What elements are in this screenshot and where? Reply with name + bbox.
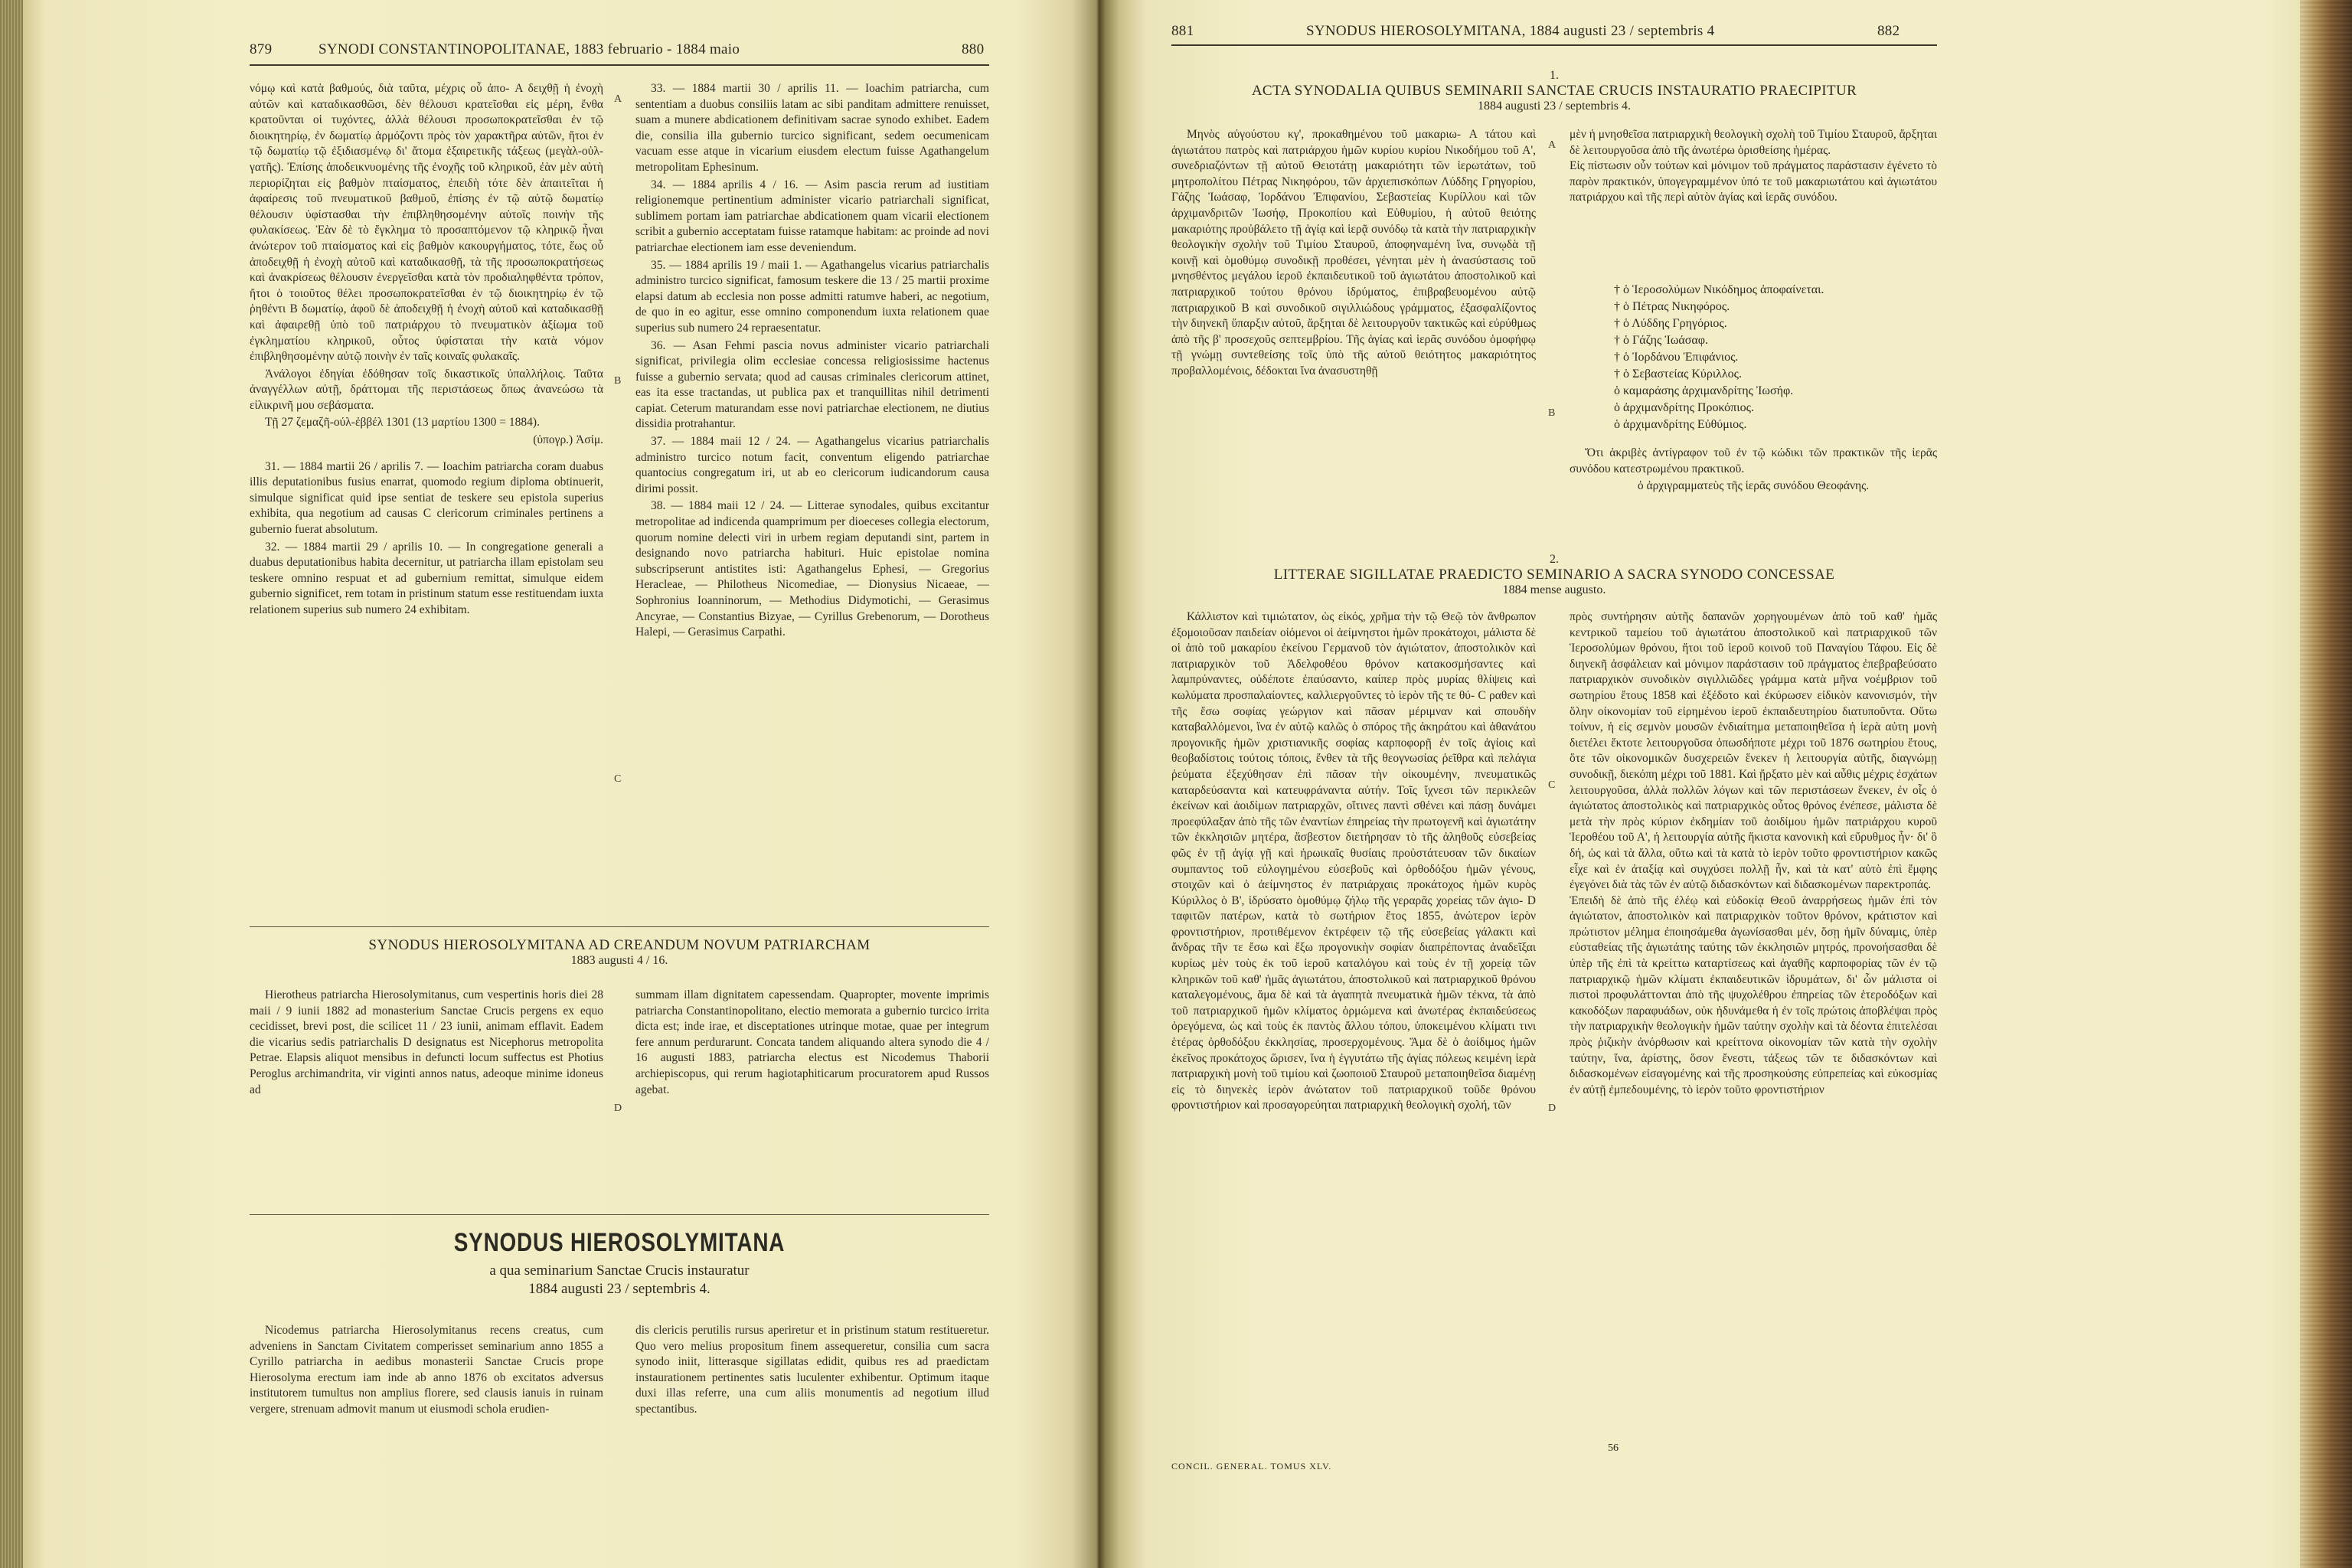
margin-letter: B bbox=[614, 375, 622, 387]
paragraph: summam illam dignitatem capessendam. Quapropter, movente imprimis patriarcha Constantinopolitano, electio memorata a gubernio turcico irrita dicta est; inde irae, et disceptationes utrinque motae, quae per integrum fere annum perdurarunt. Concata tandem aliquando altera synodo die 4 / 16 augusti 1883, patriarcha electus est Nicodemus Thaborii archiepiscopus, qui rerum hagiotaphiticarum procuratorem apud Russos agebat. bbox=[635, 988, 989, 1096]
paragraph: Ὅτι ἀκριβὲς ἀντίγραφον τοῦ ἐν τῷ κώδικι τῶν πρακτικῶν τῆς ἱερᾶς συνόδου κατεστρωμένου πρακτικοῦ. bbox=[1570, 446, 1937, 475]
left-column-2 bbox=[635, 81, 989, 678]
date-line: Τῇ 27 ζεμαζῆ-ούλ-ἐββέλ 1301 (13 μαρτίου 1300 = 1884). bbox=[265, 416, 540, 430]
signatory-list bbox=[1614, 282, 1824, 433]
margin-letter: D bbox=[1548, 1102, 1557, 1114]
book-cover-edge bbox=[2300, 0, 2352, 1568]
margin-letter: B bbox=[1548, 407, 1556, 419]
intro-column-1 bbox=[250, 1323, 603, 1507]
paragraph-36: 36. — Asan Fehmi pascia novus administer vicario patriarchali significat, privilegia olim ecclesiae concessa religiosissime hactenus fuisse a gubernio servata; quod ad causas criminales clericorum attinet, eas ita esse tractandas, ut publica pax et tranquillitas nihil detrimenti capiat. Ceterum maturandam esse novi patriarchae electionem, ne diutius dissidia protrahantur. bbox=[635, 338, 989, 431]
section-rule bbox=[250, 926, 989, 927]
header-rule bbox=[250, 64, 989, 66]
litterae-title: LITTERAE SIGILLATAE PRAEDICTO SEMINARIO A SACRA SYNODO CONCESSAE bbox=[1273, 567, 1835, 583]
section-rule bbox=[250, 1214, 989, 1215]
margin-letter: C bbox=[614, 773, 622, 785]
margin-letter: A bbox=[614, 93, 622, 105]
margin-letter: D bbox=[614, 1102, 622, 1114]
chapter-heading bbox=[250, 1228, 989, 1298]
acta-column-2 bbox=[1570, 127, 1937, 280]
paragraph: Ἀνάλογοι ἐδηγίαι ἐδόθησαν τοῖς δικαστικοῖς ὑπαλλήλοις. Ταῦτα ἀναγγέλλων αὐτῇ, δράττομαι τῆς περιστάσεως ὅπως ἀνανεώσω τὰ εἰλικρινῆ μου σεβάσματα. bbox=[250, 367, 603, 412]
intro-column-2 bbox=[635, 1323, 989, 1507]
litterae-heading bbox=[1171, 553, 1937, 597]
paragraph: dis clericis perutilis rursus aperiretur et in pristinum statum restitueretur. Quo vero melius propositum finem assequeretur, consilia cum sacra synodo iniit, litterasque sigillatas edidit, quibus res ad praedictam instaurationem pertinentes satis luculenter exhibentur. Optimum itaque duxi illas referre, una cum aliis monumentis ad negotium illud spectantibus. bbox=[635, 1324, 989, 1416]
page-number: 882 bbox=[1877, 23, 1900, 39]
signatory: ὁ ἀρχιμανδρίτης Προκόπιος. bbox=[1614, 401, 1754, 414]
running-head: SYNODUS HIEROSOLYMITANA, 1884 augusti 23 / septembris 4 bbox=[1306, 23, 1715, 39]
header-rule bbox=[1171, 44, 1937, 46]
page-edges bbox=[2300, 0, 2352, 1568]
paragraph: μὲν ἡ μνησθεῖσα πατριαρχικὴ θεολογικὴ σχολὴ τοῦ Τιμίου Σταυροῦ, ἄρξηται δὲ λειτουργοῦσα ἀπὸ τῆς ἀνωτέρω ὁρισθείσης ἡμέρας. Εἰς πίστωσιν οὖν τούτων καὶ μόνιμον τοῦ πράγματος παράστασιν ἐγένετο τὸ παρὸν πρακτικόν, ὑπογεγραμμένον ὑπό τε τοῦ μακαριωτάτου καὶ ἁγιωτάτου πατριάρχου καὶ τῆς περὶ αὐτὸν ἁγίας καὶ ἱερᾶς συνόδου. bbox=[1570, 128, 1937, 204]
chapter-date: 1884 augusti 23 / septembris 4. bbox=[528, 1281, 710, 1297]
page-number: 880 bbox=[962, 41, 985, 57]
acta-column-1 bbox=[1171, 127, 1536, 556]
paragraph-33: 33. — 1884 martii 30 / aprilis 11. — Ioachim patriarcha, cum sententiam a duobus consiliis latam ac sibi panditam admittere renuisset, suam a munere abdicationem definitivam sacrae synodo exhibet. Eadem die, consilia illa gubernio turcico significant, sedem oecumenicam vacuam esse atque in vicarium eiusdem electum fuisse Agathangelum metropolitam Ephesinum. bbox=[635, 82, 989, 174]
paragraph: Nicodemus patriarcha Hierosolymitanus recens creatus, cum adveniens in Sanctam Civitatem comperisset seminarium anno 1855 a Cyrillo patriarcha in aedibus monasterii Sanctae Crucis prope Hierosolyma erectum iam inde ab anno 1876 ob excitatos adversus institutorem tumultus non amplius florere, sed clausis ianuis in ruinam vergere, strenuam admovit manum ut eiusmodi schola erudien- bbox=[250, 1324, 603, 1416]
section-date: 1883 augusti 4 / 16. bbox=[570, 954, 668, 967]
litterae-column-2 bbox=[1570, 609, 1937, 1459]
secretary-signature: ὁ ἀρχιγραμματεὺς τῆς ἱερᾶς συνόδου Θεοφάνης. bbox=[1637, 479, 1870, 493]
signatory: † ὁ Πέτρας Νικηφόρος. bbox=[1614, 300, 1730, 313]
paragraph-32: 32. — 1884 martii 29 / aprilis 10. — In congregatione generali a duabus deputationibus habita decernitur, ut patriarcha illam epistolam seu teskere omnino respuat et ad gubernium remittat, simulque eidem gubernio significet, rem totam in pristinum statum esse restituendam iuxta relationem superius sub numero 24 exhibitam. bbox=[250, 540, 603, 616]
left-column-1 bbox=[250, 81, 603, 678]
signatory: † ὁ Γάζης Ἰωάσαφ. bbox=[1614, 334, 1709, 347]
litterae-date: 1884 mense augusto. bbox=[1502, 583, 1606, 596]
running-head: SYNODI CONSTANTINOPOLITANAE, 1883 februario - 1884 maio bbox=[318, 41, 740, 57]
right-page bbox=[1099, 0, 2352, 1568]
section-column-1 bbox=[250, 988, 603, 1202]
acta-heading bbox=[1171, 69, 1937, 113]
margin-letter: A bbox=[1548, 139, 1557, 151]
signature-mark: 56 bbox=[1608, 1442, 1619, 1454]
paragraph: Hierotheus patriarcha Hierosolymitanus, cum vespertinis horis diei 28 maii / 9 iunii 1882 ad monasterium Sanctae Crucis pergens ex equo cecidisset, brevi post, die scilicet 11 / 23 iunii, animam efflavit. Eadem die vicarius sedis patriarchalis D designatus est Nicephorus metropolita Petrae. Elapsis aliquot mensibus in defuncti locum suffectus est Photius Peroglus archimandrita, vir viginti annos natus, adeoque minime idoneus ad bbox=[250, 988, 603, 1096]
paragraph-34: 34. — 1884 aprilis 4 / 16. — Asim pascia rerum ad iustitiam religionemque pertinentium administer vicario patriarchali significat, sublimem portam iam patriarchae abdicationem quam vicarii electionem scribit a gubernio acceptatam fuisse ratamque habitam: ac proinde ad novi patriarchae electionem iam esse deveniendum. bbox=[635, 178, 989, 254]
signatory: † ὁ Ἰορδάνου Ἐπιφάνιος. bbox=[1614, 351, 1739, 364]
signatory: † ὁ Ἱεροσολύμων Νικόδημος ἀποφαίνεται. bbox=[1614, 283, 1824, 296]
margin-letter: C bbox=[1548, 779, 1556, 791]
page-number: 881 bbox=[1171, 23, 1194, 39]
signatory: † ὁ Σεβαστείας Κύριλλος. bbox=[1614, 368, 1742, 381]
section-heading bbox=[250, 937, 989, 968]
section-number: 1. bbox=[1550, 69, 1559, 82]
paragraph: πρὸς συντήρησιν αὐτῆς δαπανῶν χορηγουμένων ἀπὸ τοῦ καθ' ἡμᾶς κεντρικοῦ ταμείου τοῦ ἁγιωτάτου ἀποστολικοῦ καὶ πατριαρχικοῦ τῶν Ἱεροσολύμων θρόνου, ἤτοι τοῦ ἱεροῦ κοινοῦ τοῦ Παναγίου Τάφου. Εἰς δὲ διηνεκῆ ἀσφάλειαν καὶ μόνιμον παράστασιν τοῦ πράγματος ἐπεβραβεύσατο πατριαρχικὸν συνοδικὸν σιγιλλιῶδες γράμμα κατὰ μῆνα νοέμβριον τοῦ σωτηρίου ἔτους 1858 καὶ ἐξέδοτο καὶ ἐκύρωσεν εἰδικὸν κανονισμόν, τὴν ὅλην οἰκονομίαν τοῦ εἰρημένου ἱεροῦ ἐκπαιδευτηρίου διατυποῦντα. Οὕτω τοίνυν, ἡ εἰς σεμνὸν μουσῶν ἐνδιαίτημα μεταποιηθεῖσα ἡ ἱερὰ αὐτη μονὴ διετέλει ἔκτοτε λειτουργοῦσα ὁπωσδήποτε μέχρι τοῦ 1876 σωτηρίου ἔτους, ὅτε τῶν οἰκονομικῶν δυσχερειῶν ἕνεκεν ἡ λειτουργία αὐτῆς, διαγνώμῃ συνοδικῇ, διεκόπη μέχρι τοῦ 1881. Καὶ ᾔρξατο μὲν καὶ αὖθις μέχρις ἐσχάτων λειτουργοῦσα, ἀλλὰ πολλῶν λόγων καὶ τῶν περιστάσεων ἕνεκεν, ἐν οἷς ὁ ἁγιώτατος ἀποστολικὸς καὶ πατριαρχικὸς οὗτος θρόνος ἐνέπεσε, μάλιστα δὲ μετὰ τὴν πρὸς κύριον ἐκδημίαν τοῦ ἀοιδίμου ἡμῶν πατριάρχου κυροῦ Ἱεροθέου τοῦ Α', ἡ λειτουργία αὐτῆς ἥκιστα κανονικὴ καὶ εὔρυθμος ἦν· δι' ὃ δή, ὡς καὶ τὰ ἄλλα, οὕτω καὶ τὰ κατὰ τὸ ἱερὸν τοῦτο φροντιστήριον κακῶς εἶχε καὶ ἐν ἀταξίᾳ καὶ συγχύσει πολλῇ ἦν, καὶ τὰ κατ' αὐτὸ ἐπὶ ἔμφης ἐγεγόνει διὰ τὰς τῶν ἐν αὐτῷ διδασκόντων καὶ διδασκομένων παρεκτροπάς. Ἐπειδὴ δὲ ἀπὸ τῆς ἐλέῳ καὶ εὐδοκίᾳ Θεοῦ ἀναρρήσεως ἡμῶν ἐπὶ τὸν ἁγιώτατον, ἀποστολικὸν καὶ πατριαρχικὸν τοῦτον θρόνον, κράτιστον καὶ πρώτιστον μέλημα ἐποιησάμεθα ἀγωνίσασθαι μέν, ὅσῃ ἡμῖν δύναμις, ὑπὲρ εὐσταθείας τῆς ἁγιωτάτης ταύτης τῶν ἐκκλησιῶν μητρός, προνοήσασθαι δὲ ὑπὲρ τῆς ἐπὶ τὰ κρείττω καταρτίσεως καὶ ἀγαθῆς καρποφορίας τῶν ἐν τῷ πατριαρχικῷ ἡμῶν κλίματι ἐκπαιδευτικῶν ἱδρυμάτων, δι' ὧν μάλιστα οἱ πιστοὶ προφυλάττονται ἀπὸ τῆς ψυχολέθρου ἐπηρείας τῶν ἑτεροδόξων καὶ κακοδόξων παραφυάδων, οὐκ ἠδυνάμεθα ἡ ἐν τοῖς πρώτοις ἀποβλέψαι πρὸς τὴν πατριαρχικὴν θεολογικὴν ἡμῶν ταύτην σχολὴν καὶ τὰ δέοντα ἐπιτελέσαι πρὸς ῥιζικὴν ἀνόρθωσιν καὶ κρείττονα οἰκονομίαν τῶν κατὰ τὴν σχολὴν ταύτην, ἵνα, ἀρίστης, ὅσον ἔνεστι, τάξεως τῶν τε διδασκόντων καὶ διδασκομένων εἰσαγομένης καὶ τῆς προσηκούσης εὐπρεπείας καὶ εὐκοσμίας ἐν αὐτῇ ἐμπεδουμένης, τὸ ἱερὸν τοῦτο φροντιστήριον bbox=[1570, 610, 1937, 1096]
signatory: ὁ ἀρχιμανδρίτης Εὐθύμιος. bbox=[1614, 418, 1747, 431]
page-number: 879 bbox=[250, 41, 273, 57]
paragraph-35: 35. — 1884 aprilis 19 / maii 1. — Agathangelus vicarius patriarchalis administro turcico significat, famosum teskere die 13 / 25 martii proxime elapsi datum ab ecclesia non posse admitti ratumve haberi, ac negotium, de quo in eo agitur, esse omnino componendum iuxta relationem quae superius sub numero 24 repraesentatur. bbox=[635, 258, 989, 335]
signatory: † ὁ Λύδδης Γρηγόριος. bbox=[1614, 317, 1727, 330]
acta-column-2-end bbox=[1570, 446, 1937, 553]
paragraph-31: 31. — 1884 martii 26 / aprilis 7. — Ioachim patriarcha coram duabus illis deputationibus fusius enarrat, quomodo regium diploma obtinuerit, simulque significat quid ipse sentiat de teskere seu epistola superius exhibita, qua negotium ad causas C clericorum criminales pertinens a gubernio fuerat absolutum. bbox=[250, 459, 603, 537]
acta-date: 1884 augusti 23 / septembris 4. bbox=[1478, 100, 1631, 113]
paragraph: Κάλλιστον καὶ τιμιώτατον, ὡς εἰκός, χρῆμα τὴν τῷ Θεῷ τὸν ἄνθρωπον ἐξομοιοῦσαν παιδείαν οἰόμενοι οἱ ἀείμνηστοι ἡμῶν προκάτοχοι, μάλιστα δὲ οἱ ἀπὸ τοῦ μακαρίου ἐκείνου Γερμανοῦ τὸν ἁγιώτατον, ἀποστολικὸν καὶ πατριαρχικὸν τοῦ Ἀδελφοθέου θρόνον κατακοσμήσαντες καὶ λαμπρύναντες, οὐδέποτε ἐπαύσαντο, καίπερ πρὸς μυρίας θλίψεις καὶ κωλύματα προσπαλαίοντες, καλλιεργοῦντες τὸ ἱερὸν τῆς τε θύ- C ραθεν καὶ τῆς ἔσω σοφίας γεώργιον καὶ πᾶσαν μέριμναν καὶ σπουδὴν καταβαλλόμενοι, ἵνα ἐν αὐτῷ καλῶς ὁ σπόρος τῆς ἀκηράτου καὶ ἀθανάτου προγονικῆς ἡμῶν χριστιανικῆς σοφίας καρποφορῇ ἐν τοῖς ἁγίοις καὶ θεοβαδίστοις τούτοις τόποις, ἔνθεν τὰ τῆς θεογνωσίας ῥεῖθρα καὶ πελάγια ῥεύματα ἐξεχύθησαν ἐπὶ πᾶσαν τὴν οἰκουμένην, πνευματικῶς καταρδεύσαντα καὶ κατευφράναντα αὐτήν. Τοῖς ἴχνεσι τῶν περικλεῶν ἐκείνων καὶ ἀοιδίμων πατριαρχῶν, οἵτινες παντὶ σθένει καὶ πάσῃ δυνάμει προεφύλαξαν ἀπὸ τῆς τῶν ἐναντίων ἐπηρείας τὴν πρωτογενῆ καὶ ἁγιωτάτην τῶν ἐκκλησιῶν μητέρα, ἄσβεστον διετήρησαν τὸ τῆς ἀληθοῦς εὐσεβείας φῶς ἐν τῇ ἁγίᾳ γῇ καὶ ἡρωικαῖς θυσίαις προὐστάτευσαν τῶν δικαίων συμπαντος τοῦ εὐλογημένου εὐσεβοῦς καὶ ὀρθοδόξου ἡμῶν γένους, στοιχῶν καὶ ὁ ἀείμνηστος ἐν πατριάρχαις προκάτοχος ἡμῶν κυρὸς Κύριλλος ὁ Β', ἱδρύσατο ὁμοθύμῳ ζήλῳ τῆς γεραρᾶς χορείας τῶν ἁγιο- D ταφιτῶν πατέρων, κατὰ τὸ σωτήριον ἔτος 1855, ἀνώτερον ἱερὸν φροντιστήριον, προτιθέμενον ἐκτρέφειν τῷ τῆς εὐσεβείας γάλακτι καὶ ἄνδρας τῆν τε ἔσω καὶ ἔξω προγονικὴν σοφίαν διαπρέποντας ἀναδεῖξαι κυρίως μὲν τοὺς ἐκ τοῦ ἱεροῦ καταλόγου καὶ τοὺς ἐν τῇ χορείᾳ τῶν κληρικῶν τοῦ καθ' ἡμᾶς ἁγιωτάτου, ἀποστολικοῦ καὶ πατριαρχικοῦ θρόνου καταλεγομένους, ἅμα δὲ καὶ τὰ ἀγαπητὰ πνευματικὰ ἡμῶν τέκνα, τὰ ἀπὸ τοῦ πατριαρχικοῦ ἡμῶν κλίματος ὁρμώμενα καὶ ἀνωτέρας ἐκπαιδεύσεως ὀρεγόμενα, ὡς καὶ τοὺς ἐκ παντὸς ἄλλου τόπου, ὑποκειμένου κλίματι τινι ἑτέρας ὀρθοδόξου ἐκκλησίας, προσερχομένους. Ἅμα δὲ ὁ ἀοίδιμος ἡμῶν ἐκεῖνος προκάτοχος ὥρισεν, ἵνα ἡ ἐγγυτάτω τῆς ἁγίας πόλεως κειμένη ἱερὰ πατριαρχικὴ μονὴ τοῦ τιμίου καὶ ζωοποιοῦ Σταυροῦ μεταποιηθεῖσα διαμένῃ εἰς τὸ διηνεκὲς ἱερὸν ἀνώτατον τοῦ πατριαρχικοῦ τοῦδε θρόνου φροντιστήριον καὶ προσαγορεύηται πατριαρχικὴ θεολογικὴ σχολή, τῶν bbox=[1171, 610, 1536, 1112]
left-page bbox=[0, 0, 1099, 1568]
section-number: 2. bbox=[1550, 553, 1559, 566]
footer-volume: CONCIL. GENERAL. TOMUS XLV. bbox=[1171, 1461, 1332, 1472]
litterae-column-1 bbox=[1171, 609, 1536, 1498]
chapter-subtitle: a qua seminarium Sanctae Crucis instauratur bbox=[489, 1263, 750, 1279]
signatory: ὁ καμαράσης ἀρχιμανδρίτης Ἰωσήφ. bbox=[1614, 384, 1794, 397]
acta-title: ACTA SYNODALIA QUIBUS SEMINARII SANCTAE CRUCIS INSTAURATIO PRAECIPITUR bbox=[1251, 83, 1857, 99]
chapter-title: SYNODUS HIEROSOLYMITANA bbox=[453, 1228, 786, 1257]
signature: (ὑπογρ.) Ἀσίμ. bbox=[533, 433, 603, 447]
section-column-2 bbox=[635, 988, 989, 1202]
page-edges bbox=[0, 0, 23, 1568]
paragraph: νόμῳ καὶ κατὰ βαθμούς, διὰ ταῦτα, μέχρις οὗ ἀπο- A δειχθῇ ἡ ἐνοχὴ αὐτῶν καὶ καταδικασθῶσι, δὲν θέλουσι κρατεῖσθαι εἰς μέρη, ἔνθα κρατοῦνται οἱ τυχόντες, ἀλλὰ θέλουσι προσωποκρατεῖσθαι ἐν τῷ διοικητηρίῳ, ἐν δωματίῳ ἁρμόζοντι πρὸς τὸν χαρακτῆρα αὐτῶν, ἤτοι ἐν τῷ δωματίῳ τῷ ἐξιδιασμένῳ δι' ἄτομα ἐξαιρετικῆς τάξεως (μεγὰλ-οὐλ-γατῆς). Ἐπίσης ἀποδεικνυομένης τῆς ἐνοχῆς τοῦ κληρικοῦ, ἐὰν μὲν αὐτὴ περιορίζηται εἰς βαθμὸν πταίσματος, ἐπειδὴ τότε δὲν ἀπαιτεῖται ἡ ἀφαίρεσις τοῦ πνευματικοῦ βαθμοῦ, ἐπίσης ἐν τῷ αὐτῷ δωματίῳ θέλουσιν ὑφίστασθαι τὴν ἐπιβληθησομένην αὐτοῖς ποινὴν τῆς φυλακίσεως. Ἐὰν δὲ τὸ ἔγκλημα τὸ προσαπτόμενον τῷ κληρικῷ ἦναι ἀνώτερον τοῦ πταίσματος καὶ εἰς βαθμὸν κακουργήματος, τότε, ἕως οὗ ἀποδειχθῇ ἡ ἐνοχὴ αὐτοῦ καὶ καταδικασθῇ, τὰ τῆς προσωποκρατήσεως καὶ ἀνακρίσεως θέλουσιν ἐνεργεῖσθαι κατὰ τὸν προδιαληφθέντα τρόπον, ἤτοι ὁ τοιοῦτος θέλει προσωποκρατεῖσθαι ἐν τῷ διοικητηρίῳ ἐν τῷ ῥηθέντι B δωματίῳ, ἀφοῦ δὲ ἀποδειχθῇ ἡ ἐνοχὴ αὐτοῦ καὶ καταδικασθῇ καὶ ἀφαιρεθῇ ὑπὸ τοῦ πατριάρχου τὸ πνευματικὸν ἀξίωμα τοῦ ἐγκληματίου κληρικοῦ, οὗτος ὑφίσταται τὴν κατὰ νόμον ἐπιβληθησομένην αὐτῷ ποινὴν ἐν ταῖς κοιναῖς φυλακαῖς. bbox=[250, 82, 603, 364]
paragraph-37: 37. — 1884 maii 12 / 24. — Agathangelus vicarius patriarchalis administro turcico notum facit, conventum eligendo patriarchae quantocius congregatum iri, ut ab eo clericorum iudicandorum causa dirimi possit. bbox=[635, 435, 989, 495]
paragraph: Μηνὸς αὐγούστου κγ', προκαθημένου τοῦ μακαριω- A τάτου καὶ ἁγιωτάτου πατρὸς καὶ πατριάρχου ἡμῶν κυρίου κυρίου Νικοδήμου τοῦ Α', συνεδριαζόντων τῇ αὐτοῦ Θειοτάτῃ μακαριότητι τῶν ἱερωτάτων, τοῦ μητροπολίτου Πέτρας Νικηφόρου, τῶν ἀρχιεπισκόπων Λύδδης Γρηγορίου, Γάζης Ἰωάσαφ, Ἰορδάνου Ἐπιφανίου, Σεβαστείας Κυρίλλου καὶ τῶν ἀρχιμανδριτῶν Ἰωσήφ, Προκοπίου καὶ Εὐθυμίου, ἡ αὐτοῦ θειότης μακαριότης προὐβάλετο τῇ ἁγίᾳ καὶ ἱερᾷ συνόδῳ τὰ κατὰ τὴν πατριαρχικὴν θεολογικὴν σχολὴν τοῦ Τιμίου Σταυροῦ, ἀποφηναμένη ἵνα, συνῳδὰ τῇ κοινῇ καὶ ὁμοθύμῳ συνοδικῇ προθέσει, γένηται μὲν ἡ ἀνασύστασις τοῦ μνησθέντος μεγάλου ἱεροῦ ἐκπαιδευτικοῦ τοῦ ἁγιωτάτου ἀποστολικοῦ καὶ πατριαρχικοῦ τούτου θρόνου ἱδρύματος, ἐπιβραβευομένου αὐτῷ πατριαρχικοῦ B καὶ συνοδικοῦ σιγιλλιώδους γράμματος, ἐξασφαλίζοντος τὴν διηνεκῆ ὕπαρξιν αὐτοῦ, ἄρξηται δὲ λειτουργοῦν τακτικῶς καὶ εὐρύθμως ἀπὸ τῆς β' προσεχοῦς σεπτεμβρίου. Τῆς ἁγίας καὶ ἱερᾶς συνόδου ὁμοφήφῳ τῇ γνώμῃ συντεθείσης τοῖς ὑπὸ τῆς αὐτοῦ θειότητος μακαριότητος προβαλλομένοις, δέδοκται ἵνα ἀνασυστηθῇ bbox=[1171, 128, 1536, 377]
section-title: SYNODUS HIEROSOLYMITANA AD CREANDUM NOVUM PATRIARCHAM bbox=[368, 937, 871, 953]
paragraph-38: 38. — 1884 maii 12 / 24. — Litterae synodales, quibus excitantur metropolitae ad indicenda quamprimum per dioeceses collegia electorum, quorum nomine delecti viri in urbem regiam deputandi sint, partem in designando novo patriarcha habituri. Huic epistolae nomina subscripserunt antistites isti: Agathangelus Ephesi, — Gregorius Heracleae, — Philotheus Nicomediae, — Dionysius Nicaeae, — Sophronius Ioanninorum, — Methodius Didymotichi, — Gerasimus Ancyrae, — Constantius Bizyae, — Cyrillus Grebenorum, — Dorotheus Halepi, — Gerasimus Carpathi. bbox=[635, 499, 989, 639]
